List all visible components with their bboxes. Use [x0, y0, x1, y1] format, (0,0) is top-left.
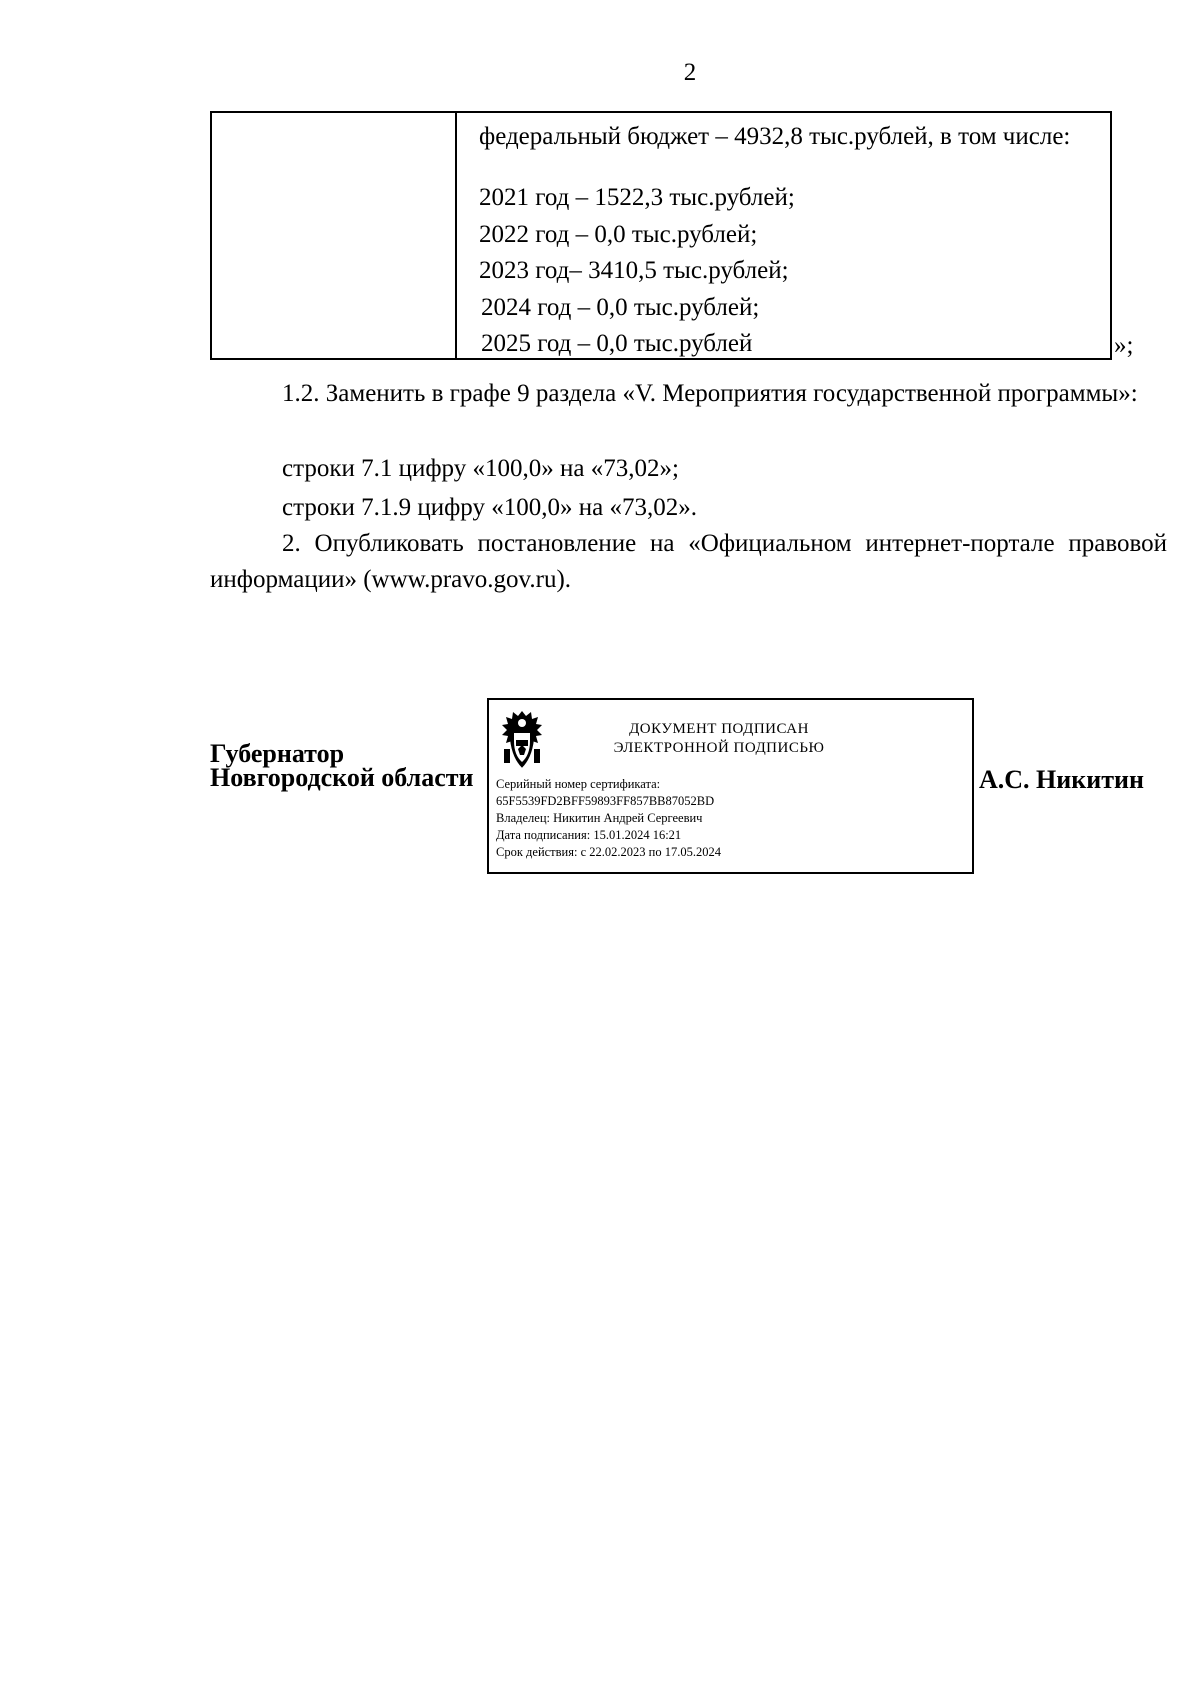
stamp-serial-label: Серийный номер сертификата:: [496, 777, 661, 791]
stamp-owner: Владелец: Никитин Андрей Сергеевич: [496, 811, 703, 825]
signer-position-line-2: Новгородской области: [210, 763, 474, 792]
stamp-title-line-1: ДОКУМЕНТ ПОДПИСАН: [629, 721, 809, 737]
paragraph-1-2-line-2: строки 7.1.9 цифру «100,0» на «73,02».: [282, 494, 697, 521]
budget-year-2023: 2023 год– 3410,5 тыс.рублей;: [479, 257, 789, 284]
paragraph-1-2: 1.2. Заменить в графе 9 раздела «V. Мероприятия государственной программы»:: [282, 380, 1138, 407]
stamp-validity: Срок действия: с 22.02.2023 по 17.05.2024: [496, 845, 721, 859]
budget-year-2021: 2021 год – 1522,3 тыс.рублей;: [479, 184, 795, 211]
stamp-serial: 65F5539FD2BFF59893FF857BB87052BD: [496, 794, 715, 808]
electronic-signature-stamp: [487, 698, 974, 874]
stamp-title-line-2: ЭЛЕКТРОННОЙ ПОДПИСЬЮ: [613, 740, 825, 756]
paragraph-2: 2. Опубликовать постановление на «Официальном интернет-портале правовой информации» (www.pravo.gov.ru).: [210, 530, 1167, 593]
signer-position: [210, 739, 474, 792]
budget-table: [210, 111, 1112, 360]
stamp-signed-date: Дата подписания: 15.01.2024 16:21: [496, 828, 682, 842]
signer-name: А.С. Никитин: [979, 765, 1144, 794]
budget-year-2022: 2022 год – 0,0 тыс.рублей;: [479, 221, 758, 248]
budget-table-right-cell: [459, 113, 1110, 358]
budget-year-2025: 2025 год – 0,0 тыс.рублей: [481, 330, 753, 357]
coat-of-arms-icon: [496, 707, 548, 771]
closing-quote: »;: [1114, 332, 1134, 359]
stamp-title: [569, 720, 869, 758]
page-number: 2: [683, 59, 697, 86]
paragraph-1-2-line-1: строки 7.1 цифру «100,0» на «73,02»;: [282, 455, 679, 482]
signer-position-line-1: Губернатор: [210, 739, 345, 768]
budget-header: федеральный бюджет – 4932,8 тыс.рублей, в том числе:: [479, 123, 1071, 150]
budget-table-left-cell: [212, 113, 457, 358]
stamp-details: [496, 776, 721, 861]
budget-year-2024: 2024 год – 0,0 тыс.рублей;: [481, 294, 760, 321]
